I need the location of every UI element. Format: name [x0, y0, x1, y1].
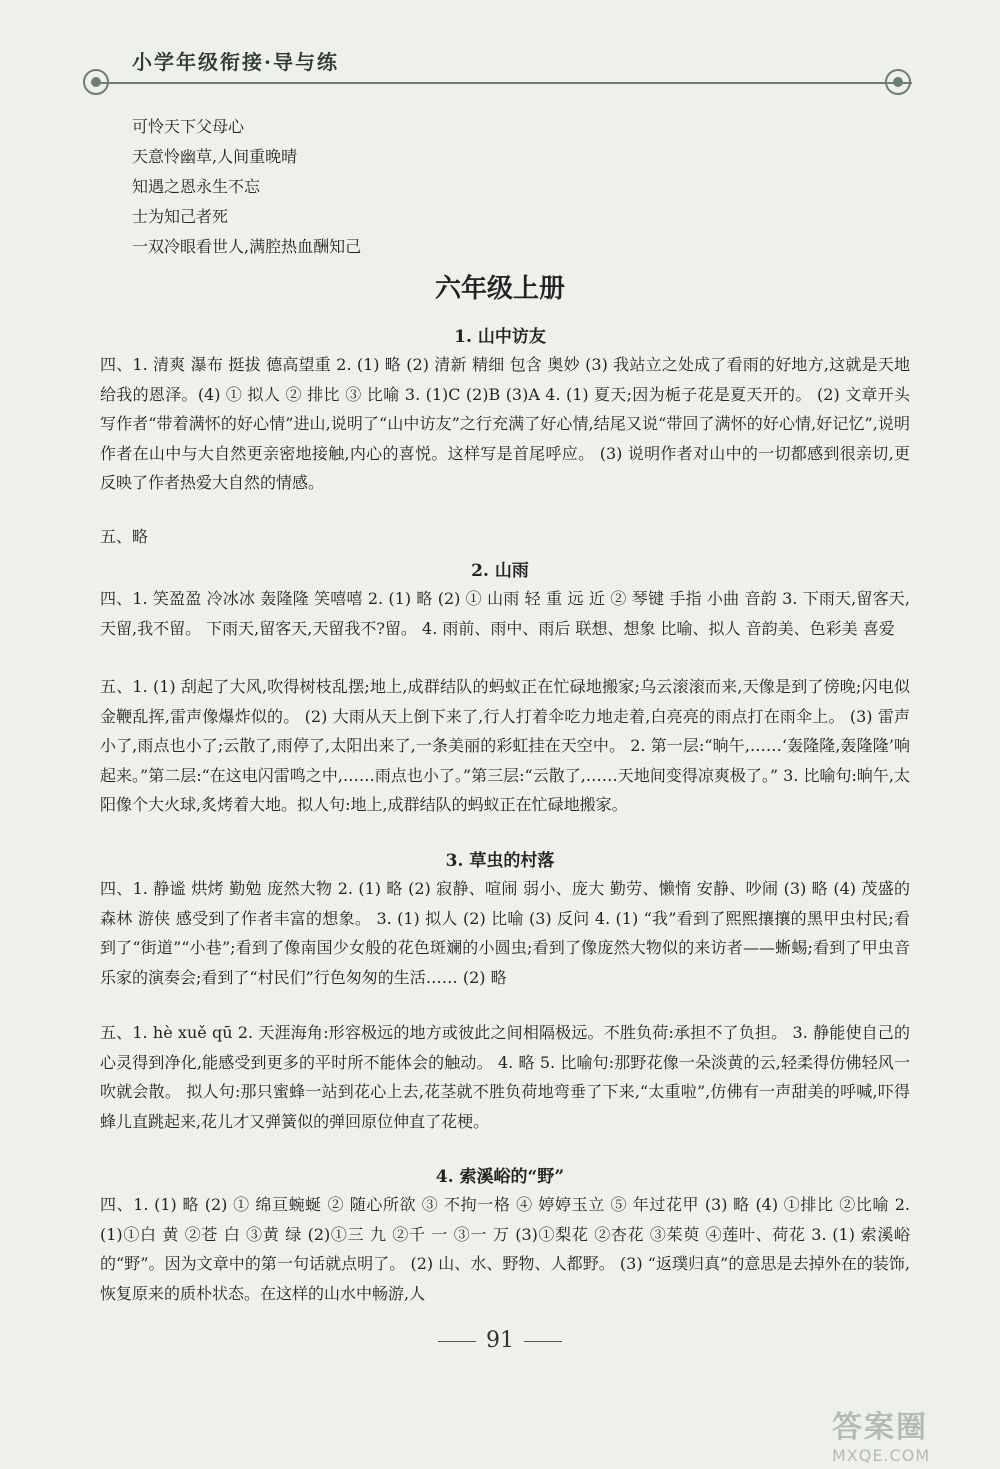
intro-line: 知遇之恩永生不忘: [132, 177, 261, 196]
intro-lines: [132, 112, 361, 262]
lesson-title: 4. 索溪峪的“野”: [435, 1167, 565, 1187]
answer-paragraph: 五、1. (1) 刮起了大风,吹得树枝乱摆;地上,成群结队的蚂蚁正在忙碌地搬家;乌云滚滚而来,天像是到了傍晚;闪电似金鞭乱挥,雷声像爆炸似的。 (2) 大雨从天上倒下来了,行人打着伞吃力地走着,白亮亮的雨点打在雨伞上。 (3) 雷声小了,雨点也小了;云散了,雨停了,太阳出来了,一条美丽的彩虹挂在天空中。 2. 第一层:“晌午,……‘轰隆隆,轰隆隆’响起来。”第二层:“在这电闪雷鸣之中,……雨点也小了。”第三层:“云散了,……天地间变得凉爽极了。” 3. 比喻句:晌午,太阳像个大火球,炙烤着大地。拟人句:地上,成群结队的蚂蚁正在忙碌地搬家。: [100, 677, 910, 814]
watermark-logo: [832, 1402, 992, 1464]
answer-paragraph: 四、1. 清爽 瀑布 挺拔 德高望重 2. (1) 略 (2) 清新 精细 包含 奥妙 (3) 我站立之处成了看雨的好地方,这就是天地给我的恩泽。(4) ① 拟人 ② 排比 ③ 比喻 3. (1)C (2)B (3)A 4. (1) 夏天;因为栀子花是夏天开的。 (2) 文章开头写作者“带着满怀的好心情”进山,说明了“山中访友”之行充满了好心情,结尾又说“带回了满怀的好心情,好记忆”,说明作者在山中与大自然更亲密地接触,内心的喜悦。这样写是首尾呼应。 (3) 说明作者对山中的一切都感到很亲切,更反映了作者热爱大自然的情感。: [100, 355, 910, 492]
intro-line: 天意怜幽草,人间重晚晴: [132, 147, 298, 166]
lesson-title: 1. 山中访友: [454, 327, 546, 347]
footer-dash: [524, 1341, 562, 1342]
lesson-title: 3. 草虫的村落: [445, 851, 555, 871]
answer-paragraph: 四、1. 笑盈盈 冷冰冰 轰隆隆 笑嘻嘻 2. (1) 略 (2) ① 山雨 轻 重 远 近 ② 琴键 手指 小曲 音韵 3. 下雨天,留客天,天留,我不留。 下雨天,留客天,天留我不?留。 4. 雨前、雨中、雨后 联想、想象 比喻、拟人 音韵美、色彩美 喜爱: [100, 589, 910, 638]
page-header: [0, 0, 1000, 110]
lesson-title: 2. 山雨: [471, 561, 529, 581]
answer-paragraph: 四、1. (1) 略 (2) ① 绵亘蜿蜒 ② 随心所欲 ③ 不拘一格 ④ 婷婷玉立 ⑤ 年过花甲 (3) 略 (4) ①排比 ②比喻 2. (1)①白 黄 ②苍 白 ③黄 绿 (2)①三 九 ②千 一 ③一 万 (3)①梨花 ②杏花 ③茱萸 ④莲叶、荷花 3. (1) 索溪峪的“野”。因为文章中的第一句话就点明了。 (2) 山、水、野物、人都野。 (3) “返璞归真”的意思是去掉外在的装饰,恢复原来的质朴状态。在这样的山水中畅游,人: [100, 1195, 910, 1303]
answer-paragraph: 四、1. 静谧 烘烤 勤勉 庞然大物 2. (1) 略 (2) 寂静、喧闹 弱小、庞大 勤劳、懒惰 安静、吵闹 (3) 略 (4) 茂盛的森林 游侠 感受到了作者丰富的想象。 3. (1) 拟人 (2) 比喻 (3) 反问 4. (1) “我”看到了熙熙攘攘的黑甲虫村民;看到了“街道”“小巷”;看到了像南国少女般的花色斑斓的小圆虫;看到了像庞然大物似的来访者——蜥蜴;看到了甲虫音乐家的演奏会;看到了“村民们”行色匆匆的生活…… (2) 略: [100, 879, 910, 987]
book-title: 小学年级衔接·导与练: [132, 50, 339, 74]
header-rule: [92, 82, 912, 84]
footer-dash: [438, 1341, 476, 1342]
page-footer: [0, 1328, 1000, 1353]
answer-paragraph: 五、1. hè xuě qū 2. 天涯海角:形容极远的地方或彼此之间相隔极远。不胜负荷:承担不了负担。 3. 静能使自己的心灵得到净化,能感受到更多的平时所不能体会的触动。 4. 略 5. 比喻句:那野花像一朵淡黄的云,轻柔得仿佛轻风一吹就会散。 拟人句:那只蜜蜂一站到花心上去,花茎就不胜负荷地弯垂了下来,“太重啦”,仿佛有一声甜美的呼喊,吓得蜂儿直跳起来,花儿才又弹簧似的弹回原位伸直了花梗。: [100, 1023, 910, 1131]
answer-paragraph: 五、略: [100, 527, 149, 546]
decorative-ornament-icon: [880, 64, 916, 100]
intro-line: 一双冷眼看世人,满腔热血酬知己: [132, 237, 362, 256]
page-number: 91: [486, 1328, 514, 1353]
intro-line: 士为知己者死: [132, 207, 229, 226]
watermark-sub: MXQE.COM: [832, 1446, 931, 1465]
section-title: 六年级上册: [434, 274, 565, 304]
watermark-main: 答案圈: [832, 1410, 928, 1445]
intro-line: 可怜天下父母心: [132, 117, 245, 136]
